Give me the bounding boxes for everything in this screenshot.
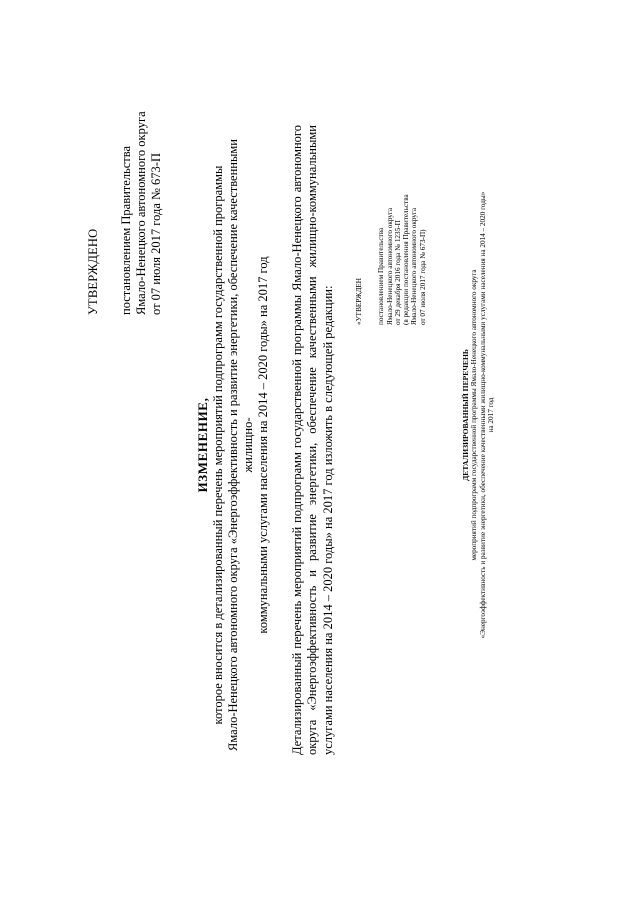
- heading-line: Ямало-Ненецкого автономного округа «Энергоэффективность и развитие энергетики, обеспечение качественными жилищно-: [226, 139, 255, 751]
- inner-approval-title: «УТВЕРЖДЕН: [355, 278, 363, 325]
- approval-title: УТВЕРЖДЕНО: [86, 228, 100, 315]
- inner-heading-line: на 2017 год: [486, 397, 495, 433]
- inner-heading-title: ДЕТАЛИЗИРОВАННЫЙ ПЕРЕЧЕНЬ: [461, 349, 470, 481]
- inner-approval-line: (в редакции постановления Правительства: [402, 194, 411, 325]
- inner-approval-line: постановлением Правительства: [377, 227, 386, 325]
- inner-approval-line: от 07 июля 2017 года № 673-П): [418, 229, 427, 325]
- approval-block: [86, 0, 164, 315]
- inner-heading-line: «Энергоэффективность и развитие энергетики, обеспечение качественными жилищно-коммунальными услугами населения на 2014 – 2020 годы»: [478, 191, 487, 639]
- inner-approval-block: [355, 105, 427, 325]
- body-paragraph: Детализированный перечень мероприятий подпрограмм государственной программы Ямало-Ненецкого автономного округа «Энергоэффективность и развитие энергетики, обеспечение качественными жилищно-коммунальными услугами населения на 2014 – 2020 годы» на 2017 год изложить в следующей редакции:: [290, 125, 335, 755]
- inner-approval-line: от 29 декабря 2016 года № 1235-П: [393, 220, 402, 325]
- approval-line: постановлением Правительства: [119, 145, 133, 315]
- heading-line: коммунальными услугами населения на 2014 – 2020 годы» на 2017 год: [256, 256, 270, 634]
- inner-approval-line: Ямало-Ненецкого автономного округа: [385, 207, 394, 325]
- inner-approval-line: Ямало-Ненецкого автономного округа: [410, 207, 419, 325]
- inner-heading: [462, 105, 495, 725]
- approval-line: от 07 июля 2017 года № 673-П: [149, 153, 163, 315]
- heading-title: ИЗМЕНЕНИЕ,: [195, 397, 210, 493]
- heading-line: которое вносится в детализированный перечень мероприятий подпрограмм государственной программы: [211, 165, 225, 725]
- inner-heading-line: мероприятий подпрограмм государственной программы Ямало-Ненецкого автономного округа: [470, 269, 479, 561]
- approval-line: Ямало-Ненецкого автономного округа: [134, 111, 148, 315]
- document-heading: [195, 135, 271, 755]
